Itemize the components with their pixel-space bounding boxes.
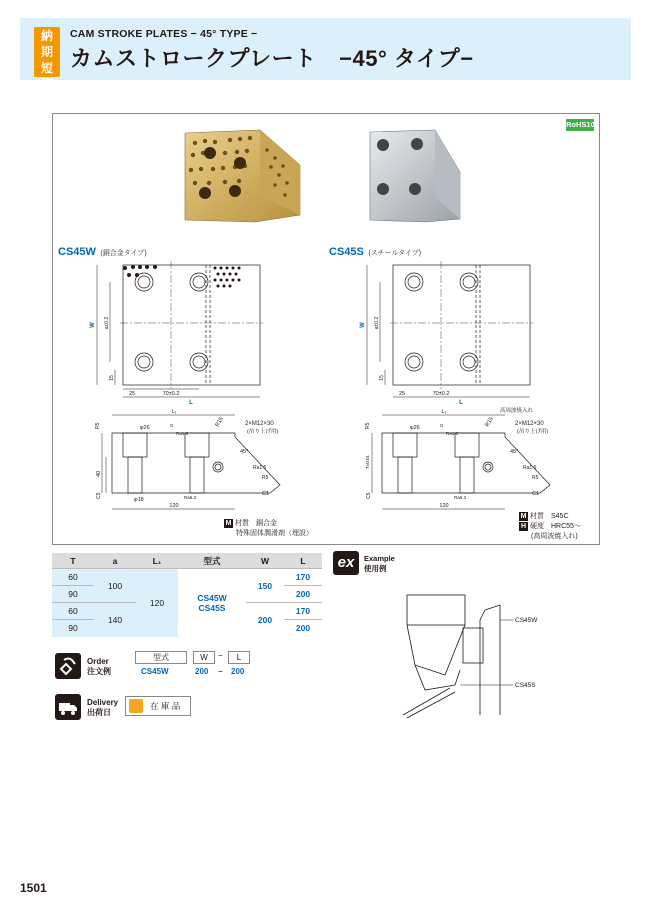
cell-l: 200 <box>284 586 322 603</box>
spec-table <box>52 552 322 637</box>
dim-phi18: φ18 <box>134 497 144 503</box>
order-value: 200 <box>195 667 209 676</box>
dim-g: G <box>170 423 174 428</box>
dim-ra16: Ra1.6 <box>523 465 537 471</box>
order-icon <box>55 653 81 679</box>
side-view-w <box>90 405 290 515</box>
example-icon: ex <box>333 551 359 575</box>
order-label-jp: 注文例 <box>87 667 111 676</box>
order-label-en: Order <box>87 657 109 666</box>
dim-tap-note: (吊り上げ用) <box>517 429 549 435</box>
material-line: 材質 S45C <box>530 513 569 520</box>
dim-25: 25 <box>398 391 406 397</box>
top-view-w <box>85 255 275 405</box>
material-line: 材質 銅合金 <box>235 520 277 527</box>
dim-c5: C5 <box>96 492 102 499</box>
dim-l: L <box>459 400 463 405</box>
delivery-label <box>87 698 118 718</box>
dim-c1: C1 <box>262 491 270 497</box>
cell-l1: 120 <box>136 569 178 637</box>
material-note-s <box>519 512 581 542</box>
dim-25: 25 <box>128 391 136 397</box>
dim-15: 15 <box>379 375 385 381</box>
dim-phi26: φ26 <box>410 425 420 431</box>
table-row <box>52 569 322 586</box>
product-photo-s <box>365 127 465 225</box>
model-desc: (銅合金タイプ) <box>100 250 147 257</box>
order-value: CS45W <box>141 667 169 676</box>
cell-model <box>178 569 246 637</box>
col-header: L₁ <box>136 553 178 569</box>
cell-t: 90 <box>52 620 94 637</box>
dim-tap-note: (吊り上げ用) <box>247 429 279 435</box>
cell-l: 170 <box>284 569 322 586</box>
col-header: W <box>246 553 284 569</box>
dim-l: L <box>189 400 193 405</box>
dim-a: a±0.2 <box>374 316 380 330</box>
dim-r15: R15 <box>214 416 225 428</box>
stock-text: 在 庫 品 <box>150 701 181 711</box>
dim-40: 40 <box>96 470 102 477</box>
hardness-badge: H <box>520 523 527 530</box>
material-line: (高周波焼入れ) <box>531 533 578 540</box>
dim-ra16: Ra1.6 <box>176 431 189 436</box>
dim-r5: R5 <box>262 475 269 481</box>
stock-badge <box>125 696 191 716</box>
model-name: CS45S <box>329 246 364 258</box>
side-view-s <box>360 405 560 515</box>
order-sep: − <box>218 651 223 660</box>
dim-t: T±0.01 <box>365 455 370 469</box>
dim-120: 120 <box>169 503 179 509</box>
dim-ra63: Ra6.3 <box>454 495 467 500</box>
cell-w: 150 <box>246 569 284 603</box>
dim-70: 70±0.2 <box>432 391 450 397</box>
dim-g: G <box>440 423 444 428</box>
dim-120: 120 <box>439 503 449 509</box>
material-badge: M <box>520 513 527 520</box>
model-w: CS45W <box>197 592 227 603</box>
material-note-w <box>224 519 313 539</box>
title-en: CAM STROKE PLATES − 45° TYPE − <box>70 28 258 40</box>
example-label-jp: 使用例 <box>364 564 387 573</box>
dim-a: a±0.2 <box>104 316 110 330</box>
cell-t: 60 <box>52 569 94 586</box>
dim-15: 15 <box>109 375 115 381</box>
stock-box-icon <box>129 699 143 713</box>
dim-l1: L₁ <box>441 409 447 415</box>
dim-l1: L₁ <box>171 409 177 415</box>
dim-ra63: Ra6.3 <box>184 495 197 500</box>
dim-r15: R15 <box>484 416 495 428</box>
dim-c1: C1 <box>532 491 540 497</box>
dim-phi26: φ26 <box>140 425 150 431</box>
tag-char: 短 <box>40 61 53 75</box>
order-header: 型式 <box>135 651 187 664</box>
tag-char: 縮 <box>40 77 53 91</box>
example-label <box>364 554 395 574</box>
model-name: CS45W <box>58 246 96 258</box>
example-diagram <box>385 590 585 720</box>
title-jp: カムストロークプレート −45° タイプ− <box>70 46 474 71</box>
dim-r5: R5 <box>532 475 539 481</box>
col-header: 型式 <box>178 553 246 569</box>
dim-r5: R5 <box>365 422 371 429</box>
dim-r5: R5 <box>95 422 101 429</box>
cell-a: 140 <box>94 603 136 637</box>
example-cs45w: CS45W <box>515 617 538 624</box>
material-line: 特殊固体潤滑剤（埋設） <box>236 530 313 537</box>
cell-l: 170 <box>284 603 322 620</box>
model-desc: (スチールタイプ) <box>368 250 422 257</box>
example-cs45s: CS45S <box>515 682 536 689</box>
order-header: W <box>193 651 215 664</box>
dim-ra16: Ra1.6 <box>253 465 267 471</box>
dim-ra16: Ra1.6 <box>446 431 459 436</box>
col-header: L <box>284 553 322 569</box>
cell-t: 60 <box>52 603 94 620</box>
dim-w: W <box>360 322 366 328</box>
dim-w: W <box>90 322 96 328</box>
product-photo-w <box>175 125 305 225</box>
material-line: 硬度 HRC55～ <box>530 523 581 530</box>
cell-t: 90 <box>52 586 94 603</box>
material-badge: M <box>225 520 232 527</box>
order-value: 200 <box>231 667 245 676</box>
dim-tap: 2×M12×30 <box>245 421 274 427</box>
dim-45: 45° <box>240 449 249 455</box>
order-sep: − <box>218 667 223 676</box>
order-label <box>87 657 111 677</box>
col-header: a <box>94 553 136 569</box>
tag-char: 期 <box>40 45 53 59</box>
dim-tap: 2×M12×30 <box>515 421 544 427</box>
page-number: 1501 <box>20 881 47 895</box>
dim-c5: C5 <box>366 492 372 499</box>
delivery-icon <box>55 694 81 720</box>
delivery-tag <box>34 27 60 91</box>
cell-l: 200 <box>284 620 322 637</box>
delivery-label-jp: 出荷日 <box>87 708 111 717</box>
delivery-label-en: Delivery <box>87 698 119 707</box>
cell-a: 100 <box>94 569 136 603</box>
top-view-s <box>355 255 545 405</box>
rohs-badge: RoHS10 <box>566 120 595 129</box>
dim-hardening: 高周波焼入れ <box>500 408 534 414</box>
example-label-en: Example <box>364 554 395 563</box>
dim-70: 70±0.2 <box>162 391 180 397</box>
dim-45: 45° <box>510 449 519 455</box>
col-header: T <box>52 553 94 569</box>
cell-w: 200 <box>246 603 284 637</box>
order-header: L <box>228 651 250 664</box>
tag-char: 納 <box>40 29 53 43</box>
model-s: CS45S <box>198 602 226 613</box>
